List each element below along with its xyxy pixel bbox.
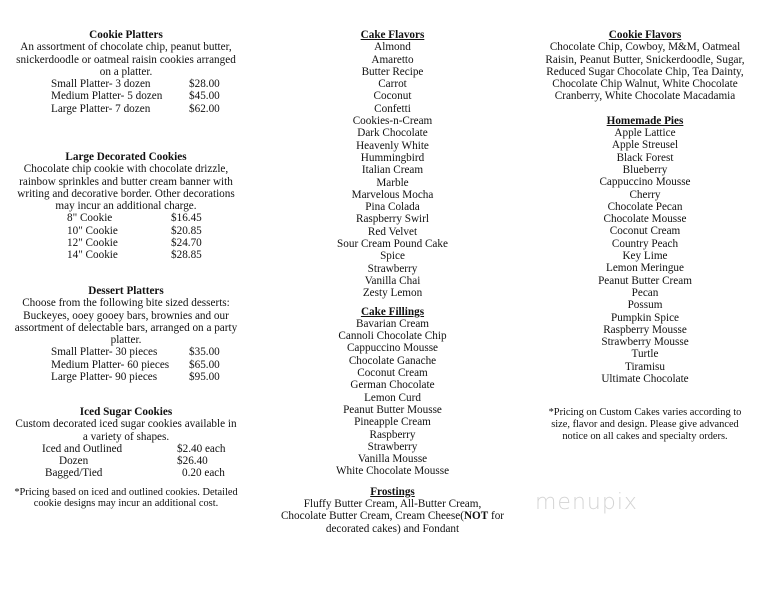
list-item: Pineapple Cream bbox=[354, 416, 431, 429]
section-title: Homemade Pies bbox=[606, 114, 684, 127]
dessert-platters-section bbox=[0, 285, 252, 383]
list-item: Bavarian Cream bbox=[356, 317, 429, 330]
list-item: Marvelous Mocha bbox=[351, 188, 434, 201]
list-item: Apple Lattice bbox=[614, 127, 676, 140]
price-row bbox=[0, 455, 252, 467]
list-item: Red Velvet bbox=[367, 225, 418, 238]
item-price: $16.45 bbox=[171, 212, 202, 225]
homemade-pies-section bbox=[522, 115, 768, 386]
note-line: notice on all cakes and specialty orders. bbox=[562, 430, 728, 442]
note-line: cookie designs may incur an additional cost. bbox=[33, 498, 219, 510]
list-item: Lemon Meringue bbox=[606, 262, 684, 275]
custom-cakes-note bbox=[522, 407, 768, 442]
description-line: Chocolate chip cookie with chocolate drizzle, bbox=[23, 163, 229, 176]
description-line: Chocolate Chip, Cowboy, M&M, Oatmeal bbox=[549, 41, 741, 54]
item-label: 10" Cookie bbox=[67, 224, 118, 237]
list-item: White Chocolate Mousse bbox=[335, 465, 450, 478]
list-item: Almond bbox=[374, 41, 411, 54]
section-title: Cookie Platters bbox=[89, 29, 163, 41]
cookie-flavors-section bbox=[522, 29, 768, 103]
list-item: Chocolate Ganache bbox=[348, 354, 437, 367]
cake-fillings-section bbox=[265, 306, 520, 478]
item-price: $2.40 each bbox=[177, 442, 226, 455]
list-item: Amaretto bbox=[371, 53, 414, 66]
note-line: size, flavor and design. Please give advanced bbox=[551, 418, 739, 430]
list-item: Key Lime bbox=[622, 250, 668, 263]
description-line: Buckeyes, ooey gooey bars, brownies and our bbox=[23, 309, 229, 322]
price-row bbox=[0, 237, 252, 249]
list-item: Zesty Lemon bbox=[362, 287, 423, 300]
section-title: Iced Sugar Cookies bbox=[79, 406, 173, 418]
list-item: Tiramisu bbox=[625, 360, 665, 373]
list-item: Chocolate Pecan bbox=[607, 200, 683, 213]
list-item: Pina Colada bbox=[365, 201, 420, 214]
frostings-line: decorated cakes) and Fondant bbox=[325, 522, 460, 535]
frostings-text: Chocolate Butter Cream, Cream Cheese( bbox=[280, 510, 464, 523]
item-price: $65.00 bbox=[189, 358, 220, 371]
iced-sugar-cookies-section bbox=[0, 406, 252, 510]
list-item: German Chocolate bbox=[350, 379, 435, 392]
frostings-line bbox=[265, 510, 520, 522]
item-price: $28.00 bbox=[189, 78, 220, 91]
list-item: Butter Recipe bbox=[361, 65, 424, 78]
list-item: Chocolate Mousse bbox=[603, 213, 687, 226]
list-item: Ultimate Chocolate bbox=[601, 373, 689, 386]
menupix-watermark: menupix bbox=[535, 490, 638, 515]
price-row bbox=[0, 90, 252, 102]
list-item: Raspberry bbox=[369, 428, 416, 441]
list-item: Coconut Cream bbox=[357, 367, 428, 380]
item-price: $35.00 bbox=[189, 346, 220, 359]
item-price: $28.85 bbox=[171, 249, 202, 262]
description-line: a variety of shapes. bbox=[82, 430, 170, 443]
cake-flavors-section bbox=[265, 29, 520, 300]
list-item: Possum bbox=[627, 299, 663, 312]
right-column bbox=[522, 29, 768, 442]
item-price: $20.85 bbox=[171, 224, 202, 237]
description-line: Choose from the following bite sized desserts: bbox=[22, 297, 230, 310]
description-line: may incur an additional charge. bbox=[55, 200, 197, 213]
list-item: Carrot bbox=[378, 78, 407, 91]
description-line: rainbow sprinkles and butter cream banner with bbox=[19, 175, 233, 188]
list-item: Coconut bbox=[373, 90, 412, 103]
list-item: Spice bbox=[380, 250, 405, 263]
pricing-note bbox=[0, 487, 252, 510]
list-item: Strawberry bbox=[367, 262, 418, 275]
item-price: $24.70 bbox=[171, 237, 202, 250]
list-item: Peanut Butter Mousse bbox=[343, 403, 442, 416]
list-item: Strawberry Mousse bbox=[601, 336, 689, 349]
list-item: Cookies-n-Cream bbox=[352, 115, 433, 128]
item-price: $62.00 bbox=[189, 102, 220, 115]
item-label: Small Platter- 3 dozen bbox=[51, 78, 151, 91]
price-row bbox=[0, 212, 252, 224]
list-item: Cappuccino Mousse bbox=[599, 176, 691, 189]
description-line: Reduced Sugar Chocolate Chip, Tea Dainty, bbox=[546, 65, 744, 78]
list-item: Coconut Cream bbox=[609, 225, 681, 238]
item-label: Iced and Outlined bbox=[42, 442, 123, 455]
item-label: Medium Platter- 60 pieces bbox=[51, 358, 170, 371]
item-label: 8" Cookie bbox=[67, 212, 113, 225]
note-line: *Pricing on Custom Cakes varies according to bbox=[548, 407, 742, 419]
list-item: Confetti bbox=[374, 102, 411, 115]
middle-column bbox=[265, 29, 520, 535]
item-label: 14" Cookie bbox=[67, 249, 118, 262]
section-title: Cake Flavors bbox=[360, 29, 425, 41]
item-label: Dozen bbox=[59, 455, 89, 468]
item-price: 0.20 each bbox=[182, 467, 225, 480]
item-label: Large Platter- 90 pieces bbox=[51, 371, 158, 384]
price-row bbox=[0, 346, 252, 358]
item-price: $26.40 bbox=[177, 455, 208, 468]
section-title: Cookie Flavors bbox=[608, 29, 682, 41]
cookie-platters-section bbox=[0, 29, 252, 115]
list-item: Vanilla Chai bbox=[364, 274, 421, 287]
frostings-text: for bbox=[488, 510, 505, 523]
list-item: Raspberry Mousse bbox=[603, 323, 687, 336]
description-line: snickerdoodle or oatmeal raisin cookies arranged bbox=[16, 53, 236, 66]
list-item: Black Forest bbox=[616, 151, 674, 164]
list-item: Cappuccino Mousse bbox=[346, 342, 439, 355]
list-item: Apple Streusel bbox=[611, 139, 679, 152]
list-item: Heavenly White bbox=[356, 139, 429, 152]
list-item: Vanilla Mousse bbox=[357, 453, 428, 466]
price-row bbox=[0, 443, 252, 455]
item-label: Bagged/Tied bbox=[45, 467, 103, 480]
list-item: Marble bbox=[376, 176, 409, 189]
section-title: Dessert Platters bbox=[88, 285, 164, 297]
price-row bbox=[0, 359, 252, 371]
list-item: Blueberry bbox=[622, 163, 668, 176]
price-row bbox=[0, 467, 252, 479]
description-line: An assortment of chocolate chip, peanut butter, bbox=[20, 41, 232, 54]
note-line: *Pricing based on iced and outlined cookies. Detailed bbox=[14, 486, 238, 498]
description-line: Cranberry, White Chocolate Macadamia bbox=[554, 90, 736, 103]
item-price: $95.00 bbox=[189, 371, 220, 384]
description-line: Chocolate Chip Walnut, White Chocolate bbox=[552, 78, 738, 91]
list-item: Raspberry Swirl bbox=[355, 213, 430, 226]
list-item: Peanut Butter Cream bbox=[598, 274, 692, 287]
list-item: Italian Cream bbox=[361, 164, 424, 177]
list-item: Turtle bbox=[631, 348, 659, 361]
section-title: Large Decorated Cookies bbox=[65, 151, 187, 163]
list-item: Pumpkin Spice bbox=[610, 311, 680, 324]
frostings-section bbox=[265, 486, 520, 535]
large-decorated-cookies-section bbox=[0, 151, 252, 262]
description-line: on a platter. bbox=[99, 65, 153, 78]
item-label: Small Platter- 30 pieces bbox=[51, 346, 158, 359]
list-item: Lemon Curd bbox=[364, 391, 421, 404]
item-label: Large Platter- 7 dozen bbox=[51, 102, 151, 115]
price-row bbox=[0, 371, 252, 383]
list-item: Cherry bbox=[629, 188, 661, 201]
section-title: Frostings bbox=[370, 485, 415, 498]
frostings-emphasis: NOT bbox=[463, 510, 489, 523]
price-row bbox=[0, 225, 252, 237]
list-item: Dark Chocolate bbox=[357, 127, 428, 140]
description-line: assortment of delectable bars, arranged on a party bbox=[14, 321, 238, 334]
description-line: Custom decorated iced sugar cookies available in bbox=[15, 418, 237, 431]
price-row bbox=[0, 103, 252, 115]
description-line: Raisin, Peanut Butter, Snickerdoodle, Sugar, bbox=[545, 53, 745, 66]
description-line: writing and decorative border. Other decorations bbox=[17, 187, 235, 200]
list-item: Strawberry bbox=[367, 440, 418, 453]
description-line: platter. bbox=[110, 334, 142, 347]
price-row bbox=[0, 249, 252, 261]
item-label: 12" Cookie bbox=[67, 237, 118, 250]
item-price: $45.00 bbox=[189, 90, 220, 103]
list-item: Cannoli Chocolate Chip bbox=[338, 330, 447, 343]
frostings-line: Fluffy Butter Cream, All-Butter Cream, bbox=[303, 497, 482, 510]
list-item: Country Peach bbox=[611, 237, 679, 250]
list-item: Pecan bbox=[631, 286, 659, 299]
list-item: Sour Cream Pound Cake bbox=[337, 238, 448, 251]
section-title: Cake Fillings bbox=[360, 305, 425, 318]
item-label: Medium Platter- 5 dozen bbox=[51, 90, 163, 103]
list-item: Hummingbird bbox=[360, 151, 425, 164]
price-row bbox=[0, 78, 252, 90]
